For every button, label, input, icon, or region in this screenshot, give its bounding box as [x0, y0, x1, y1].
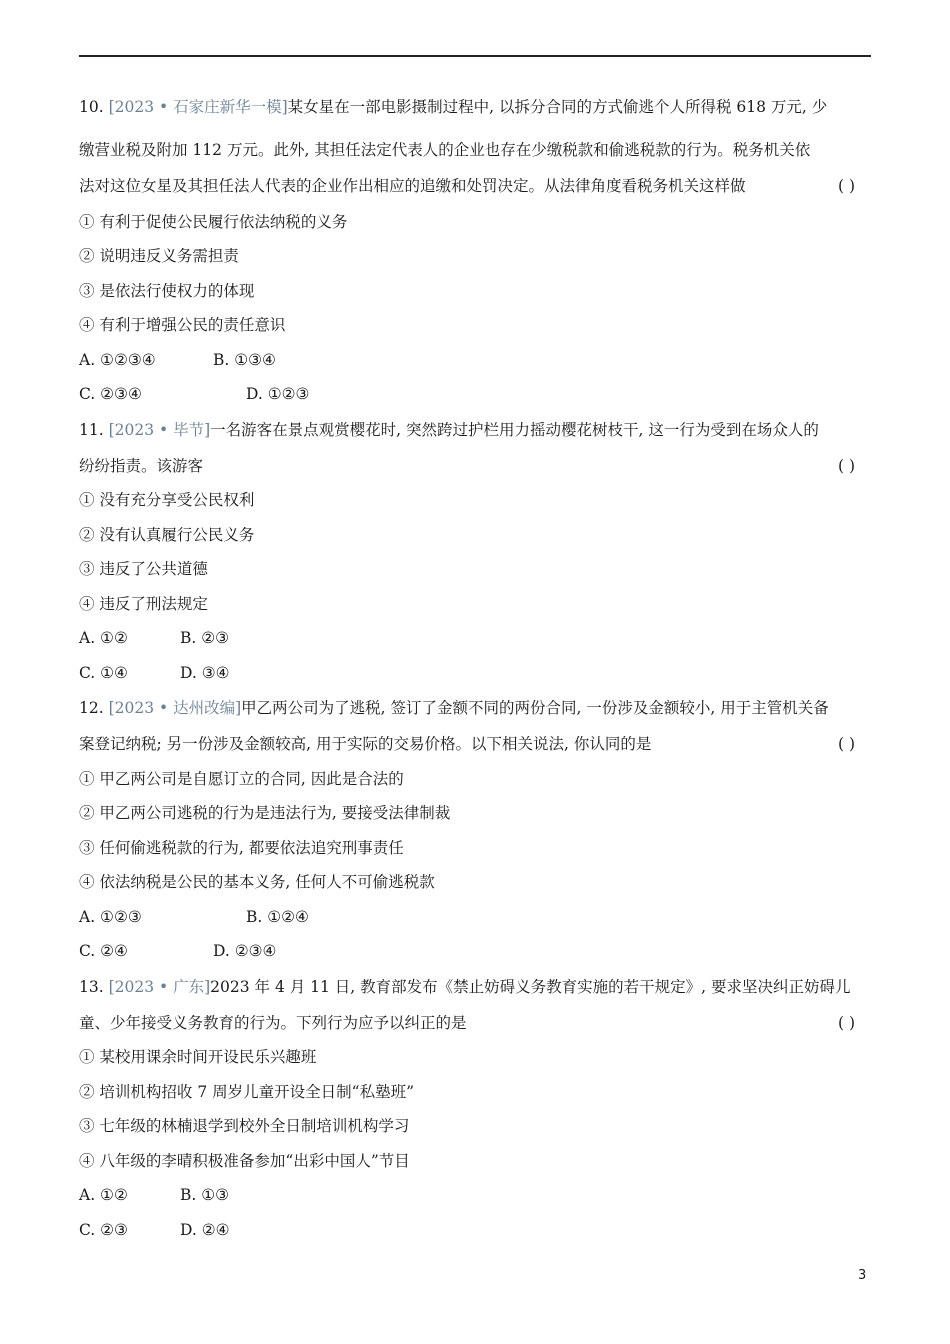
statement-3: ③ 七年级的林楠退学到校外全日制培训机构学习 — [79, 1117, 410, 1135]
question-12-stem-line-1: 12. [2023 • 达州改编]甲乙两公司为了逃税, 签订了金额不同的两份合同, 一份涉及金额较小, 用于主管机关备 — [79, 699, 829, 717]
question-number: 10. — [79, 98, 104, 116]
option-b: B. ①②④ — [246, 908, 309, 926]
statement-1: ① 没有充分享受公民权利 — [79, 491, 255, 509]
question-source: [2023 • 石家庄新华一模] — [108, 98, 288, 116]
statement-4: ④ 有利于增强公民的责任意识 — [79, 316, 286, 334]
question-10-stem-line-1: 10. [2023 • 石家庄新华一模]某女星在一部电影摄制过程中, 以拆分合同的方式偷逃个人所得税 618 万元, 少 — [79, 98, 828, 116]
statement-3: ③ 是依法行使权力的体现 — [79, 282, 255, 300]
question-number: 13. — [79, 978, 104, 996]
question-source: [2023 • 达州改编] — [108, 699, 242, 717]
statement-4: ④ 八年级的李晴积极准备参加“出彩中国人”节目 — [79, 1152, 410, 1170]
question-11-stem-line-1: 11. [2023 • 毕节]一名游客在景点观赏樱花时, 突然跨过护栏用力摇动樱花树枝干, 这一行为受到在场众人的 — [79, 421, 819, 439]
option-c: C. ①④ — [79, 664, 128, 682]
statement-4: ④ 依法纳税是公民的基本义务, 任何人不可偷逃税款 — [79, 873, 435, 891]
question-13-stem-line-2: 童、少年接受义务教育的行为。下列行为应予以纠正的是 — [79, 1014, 467, 1032]
statement-1: ① 某校用课余时间开设民乐兴趣班 — [79, 1048, 317, 1066]
option-b: B. ②③ — [180, 629, 230, 647]
option-a: A. ①②③④ — [79, 351, 156, 369]
option-b: B. ①③ — [180, 1186, 230, 1204]
answer-blank: ( ) — [838, 735, 856, 753]
statement-2: ② 说明违反义务需担责 — [79, 247, 239, 265]
statement-1: ① 甲乙两公司是自愿订立的合同, 因此是合法的 — [79, 770, 404, 788]
statement-3: ③ 任何偷逃税款的行为, 都要依法追究刑事责任 — [79, 839, 404, 857]
question-13-stem-line-1: 13. [2023 • 广东]2023 年 4 月 11 日, 教育部发布《禁止妨碍义务教育实施的若干规定》, 要求坚决纠正妨碍儿 — [79, 978, 851, 996]
statement-3: ③ 违反了公共道德 — [79, 560, 208, 578]
question-10-stem-line-2: 缴营业税及附加 112 万元。此外, 其担任法定代表人的企业也存在少缴税款和偷逃税款的行为。税务机关依 — [79, 141, 811, 159]
statement-2: ② 没有认真履行公民义务 — [79, 526, 255, 544]
question-11-stem-line-2: 纷纷指责。该游客 — [79, 457, 204, 475]
statement-2: ② 培训机构招收 7 周岁儿童开设全日制“私塾班” — [79, 1083, 414, 1101]
question-12-stem-line-2: 案登记纳税; 另一份涉及金额较高, 用于实际的交易价格。以下相关说法, 你认同的是 — [79, 735, 652, 753]
option-a: A. ①② — [79, 629, 128, 647]
question-number: 11. — [79, 421, 104, 439]
answer-blank: ( ) — [838, 1014, 856, 1032]
option-d: D. ②④ — [180, 1221, 230, 1239]
option-a: A. ①②③ — [79, 908, 142, 926]
option-d: D. ③④ — [180, 664, 230, 682]
header-rule — [79, 55, 871, 57]
statement-2: ② 甲乙两公司逃税的行为是违法行为, 要接受法律制裁 — [79, 804, 451, 822]
statement-1: ① 有利于促使公民履行依法纳税的义务 — [79, 213, 348, 231]
answer-blank: ( ) — [838, 457, 856, 475]
page-number: 3 — [858, 1268, 867, 1283]
question-number: 12. — [79, 699, 104, 717]
statement-4: ④ 违反了刑法规定 — [79, 595, 208, 613]
answer-blank: ( ) — [838, 177, 856, 195]
option-d: D. ①②③ — [246, 385, 310, 403]
option-c: C. ②④ — [79, 942, 128, 960]
question-source: [2023 • 毕节] — [108, 421, 211, 439]
question-10-stem-line-3: 法对这位女星及其担任法人代表的企业作出相应的追缴和处罚决定。从法律角度看税务机关这样做 — [79, 177, 746, 195]
question-source: [2023 • 广东] — [108, 978, 211, 996]
option-d: D. ②③④ — [213, 942, 277, 960]
option-c: C. ②③ — [79, 1221, 128, 1239]
option-c: C. ②③④ — [79, 385, 142, 403]
option-a: A. ①② — [79, 1186, 128, 1204]
option-b: B. ①③④ — [213, 351, 276, 369]
